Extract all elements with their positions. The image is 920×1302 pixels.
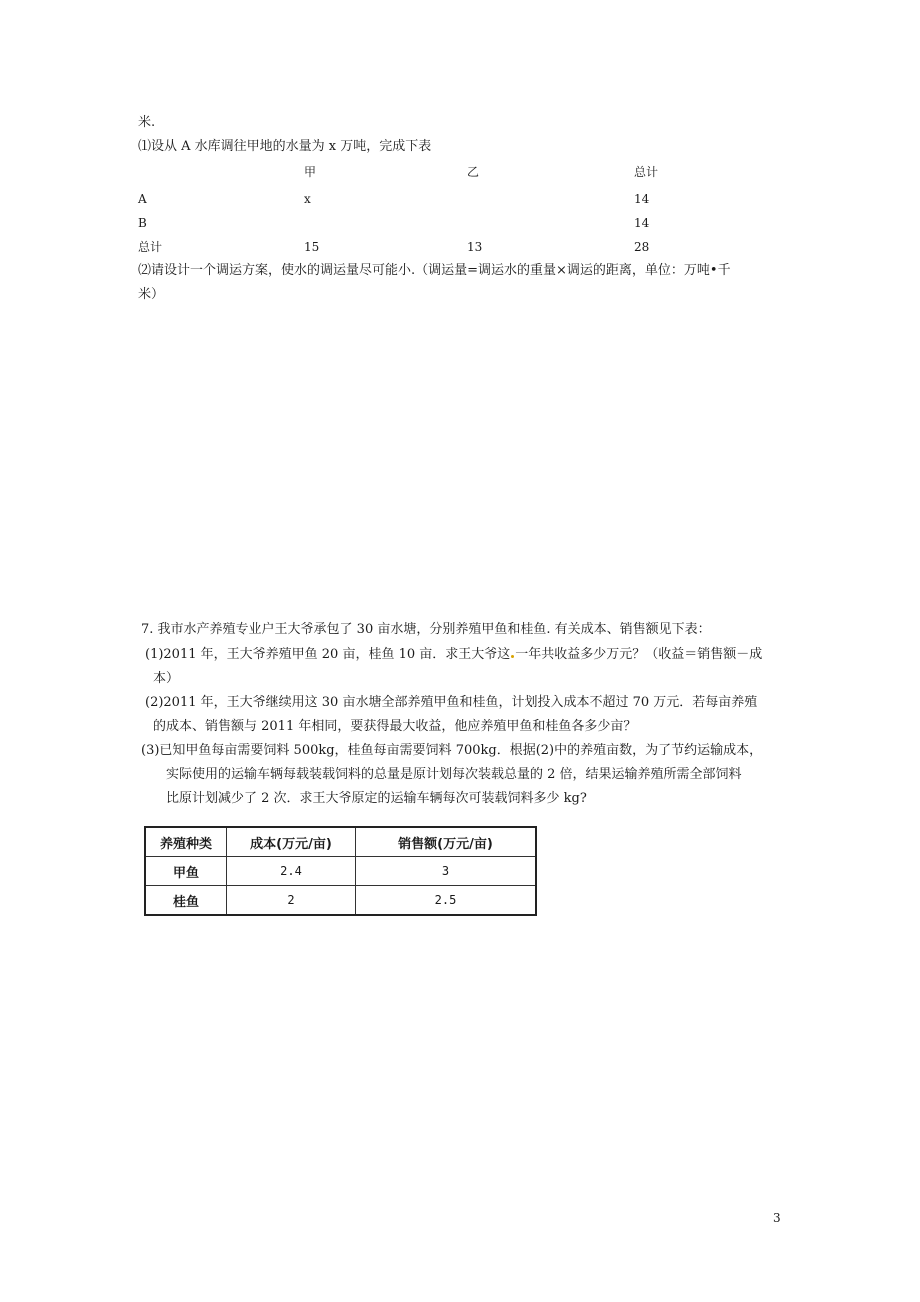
sales-jiayu: 3 <box>356 857 537 886</box>
mark-dot <box>511 655 514 658</box>
header-cost: 成本(万元/亩) <box>227 827 356 857</box>
problem-7-part2-line2: 的成本、销售额与 2011 年相同，要获得最大收益，他应养殖甲鱼和桂鱼各多少亩？ <box>153 719 637 734</box>
problem-7-part3-line1: (3)已知甲鱼每亩需要饲料 500kg，桂鱼每亩需要饲料 700kg．根据(2)中的养殖亩数，为了节约运输成本， <box>141 743 763 758</box>
sales-guiyu: 2.5 <box>356 886 537 916</box>
problem-7-part3-line2: 实际使用的运输车辆每载装载饲料的总量是原计划每次装载总量的 2 倍，结果运输养殖所需全部饲料 <box>166 767 742 782</box>
problem-7-part1-line1 <box>145 647 762 663</box>
table-header-row <box>145 827 536 857</box>
col-header-yi: 乙 <box>467 165 480 179</box>
col-header-jia: 甲 <box>304 165 317 179</box>
question-2-text-line1: ⑵请设计一个调运方案，使水的调运量尽可能小.（调运量=调运水的重量×调运的距离，单位：万吨•千 <box>138 263 731 278</box>
cell-total-total: 28 <box>634 240 650 254</box>
continued-text-line: 米. <box>138 115 156 130</box>
question-1-text: ⑴设从 A 水库调往甲地的水量为 x 万吨，完成下表 <box>138 139 432 154</box>
problem-7-part2-line1: (2)2011 年，王大爷继续用这 30 亩水塘全部养殖甲鱼和桂鱼，计划投入成本不超过 70 万元．若每亩养殖 <box>145 695 758 710</box>
row-label-b: B <box>138 216 147 230</box>
table-row <box>145 886 536 916</box>
row-label-a: A <box>138 192 147 206</box>
cost-jiayu: 2.4 <box>227 857 356 886</box>
table-row <box>145 857 536 886</box>
cell-a-total: 14 <box>634 192 650 206</box>
cell-b-total: 14 <box>634 216 650 230</box>
part1-text-a: (1)2011 年，王大爷养殖甲鱼 20 亩，桂鱼 10 亩．求王大爷这 <box>145 647 511 662</box>
row-label-total: 总计 <box>138 240 163 254</box>
header-sales: 销售额(万元/亩) <box>356 827 537 857</box>
cost-guiyu: 2 <box>227 886 356 916</box>
row-kind-jiayu: 甲鱼 <box>145 857 227 886</box>
cell-total-jia: 15 <box>304 240 320 254</box>
cell-total-yi: 13 <box>467 240 483 254</box>
fish-cost-sales-table <box>144 826 537 916</box>
cell-a-jia: x <box>304 192 311 206</box>
part1-text-b: 一年共收益多少万元？（收益＝销售额－成 <box>515 647 763 662</box>
page-number: 3 <box>773 1211 781 1225</box>
problem-7-part3-line3: 比原计划减少了 2 次．求王大爷原定的运输车辆每次可装载饲料多少 kg? <box>166 791 587 806</box>
problem-7-intro: 7. 我市水产养殖专业户王大爷承包了 30 亩水塘，分别养殖甲鱼和桂鱼. 有关成本、销售额见下表： <box>141 622 711 637</box>
question-2-text-line2: 米） <box>138 287 165 302</box>
col-header-total: 总计 <box>634 165 659 179</box>
problem-7-part1-line2: 本） <box>153 671 180 686</box>
row-kind-guiyu: 桂鱼 <box>145 886 227 916</box>
header-kind: 养殖种类 <box>145 827 227 857</box>
